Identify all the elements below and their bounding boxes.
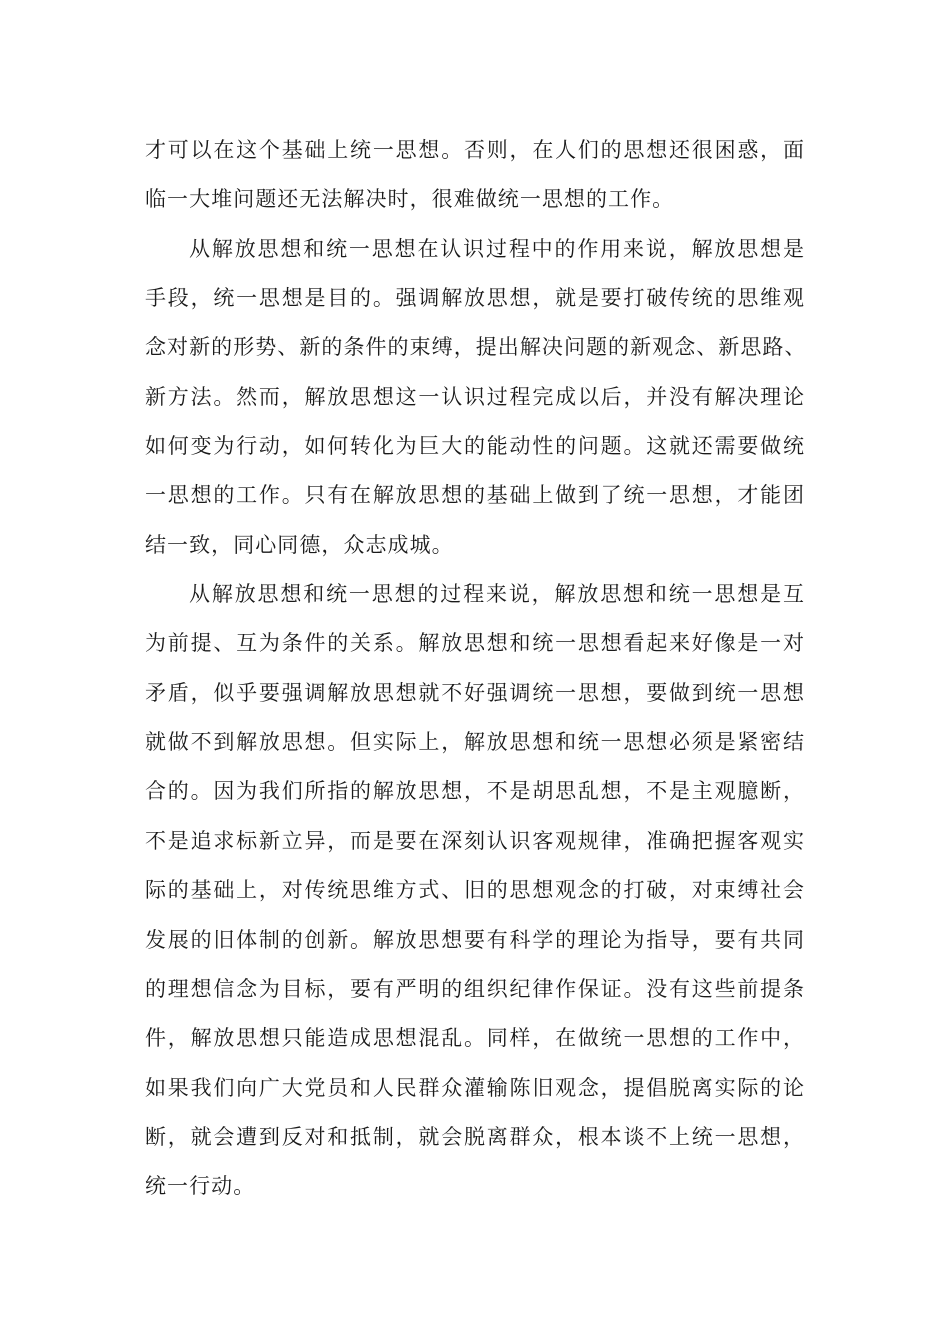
- text-line: 如果我们向广大党员和人民群众灌输陈旧观念，提倡脱离实际的论: [145, 1075, 805, 1100]
- text-line: 念对新的形势、新的条件的束缚，提出解决问题的新观念、新思路、: [145, 335, 807, 360]
- text-line: 一思想的工作。只有在解放思想的基础上做到了统一思想，才能团: [145, 483, 805, 508]
- text-line: 新方法。然而，解放思想这一认识过程完成以后，并没有解决理论: [145, 384, 805, 409]
- text-line: 的理想信念为目标，要有严明的组织纪律作保证。没有这些前提条: [145, 976, 805, 1001]
- text-line: 从解放思想和统一思想在认识过程中的作用来说，解放思想是: [189, 236, 805, 261]
- paragraph-3: [145, 570, 805, 1211]
- text-line: 为前提、互为条件的关系。解放思想和统一思想看起来好像是一对: [145, 631, 805, 656]
- text-line: 矛盾，似乎要强调解放思想就不好强调统一思想，要做到统一思想: [145, 680, 805, 705]
- text-line: 统一行动。: [145, 1174, 256, 1199]
- text-line: 从解放思想和统一思想的过程来说，解放思想和统一思想是互: [189, 582, 805, 607]
- text-line: 结一致，同心同德，众志成城。: [145, 532, 454, 557]
- text-line: 手段，统一思想是目的。强调解放思想，就是要打破传统的思维观: [145, 286, 805, 311]
- text-line: 件，解放思想只能造成思想混乱。同样，在做统一思想的工作中，: [145, 1026, 805, 1051]
- text-line: 断，就会遭到反对和抵制，就会脱离群众，根本谈不上统一思想，: [145, 1124, 805, 1149]
- text-line: 如何变为行动，如何转化为巨大的能动性的问题。这就还需要做统: [145, 434, 805, 459]
- text-line: 才可以在这个基础上统一思想。否则，在人们的思想还很困惑，面: [145, 138, 805, 162]
- paragraph-2: [145, 225, 805, 570]
- text-line: 不是追求标新立异，而是要在深刻认识客观规律，准确把握客观实: [145, 828, 805, 853]
- text-line: 就做不到解放思想。但实际上，解放思想和统一思想必须是紧密结: [145, 730, 805, 755]
- paragraph-1: [145, 126, 805, 225]
- text-line: 合的。因为我们所指的解放思想，不是胡思乱想，不是主观臆断，: [145, 779, 805, 804]
- document-body: [145, 126, 805, 1212]
- text-line: 际的基础上，对传统思维方式、旧的思想观念的打破，对束缚社会: [145, 878, 805, 903]
- text-line: 发展的旧体制的创新。解放思想要有科学的理论为指导，要有共同: [145, 927, 805, 952]
- text-line: 临一大堆问题还无法解决时，很难做统一思想的工作。: [145, 187, 675, 212]
